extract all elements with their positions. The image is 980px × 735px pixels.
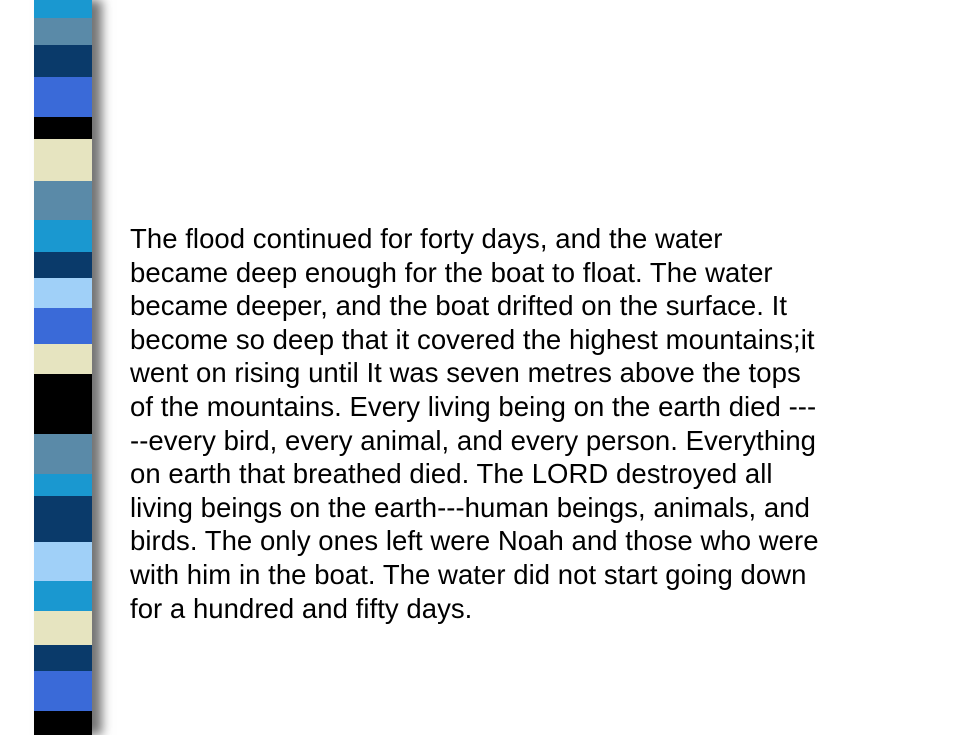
stripe-segment	[34, 18, 92, 45]
stripe-segment	[34, 45, 92, 77]
stripe-segment	[34, 474, 92, 496]
stripe-segment	[34, 220, 92, 252]
stripe-segment	[34, 581, 92, 611]
stripe-segment	[34, 645, 92, 671]
stripe-segment	[34, 496, 92, 542]
stripe-segment	[34, 374, 92, 434]
stripe-segment	[34, 344, 92, 374]
stripe-segment	[34, 117, 92, 139]
stripe-segment	[34, 711, 92, 735]
decorative-stripe-bar	[34, 0, 92, 735]
stripe-segment	[34, 252, 92, 278]
stripe-segment	[34, 434, 92, 474]
stripe-segment	[34, 181, 92, 221]
stripe-segment	[34, 611, 92, 645]
stripe-segment	[34, 77, 92, 117]
body-paragraph: The flood continued for forty days, and the water became deep enough for the boat to float. The water became deeper, and the boat drifted on the surface. It become so deep that it covered the highest mountains;it went on rising until It was seven metres above the tops of the mountains. Every living being on the earth died --- --every bird, every animal, and every person. Everything on earth that breathed died. The LORD destroyed all living beings on the earth---human beings, animals, and birds. The only ones left were Noah and those who were with him in the boat. The water did not start going down for a hundred and fifty days.	[130, 223, 819, 624]
stripe-segment	[34, 671, 92, 711]
stripe-segment	[34, 542, 92, 582]
stripe-segment	[34, 0, 92, 18]
stripe-segment	[34, 308, 92, 344]
stripe-segment	[34, 278, 92, 308]
stripe-segment	[34, 139, 92, 181]
